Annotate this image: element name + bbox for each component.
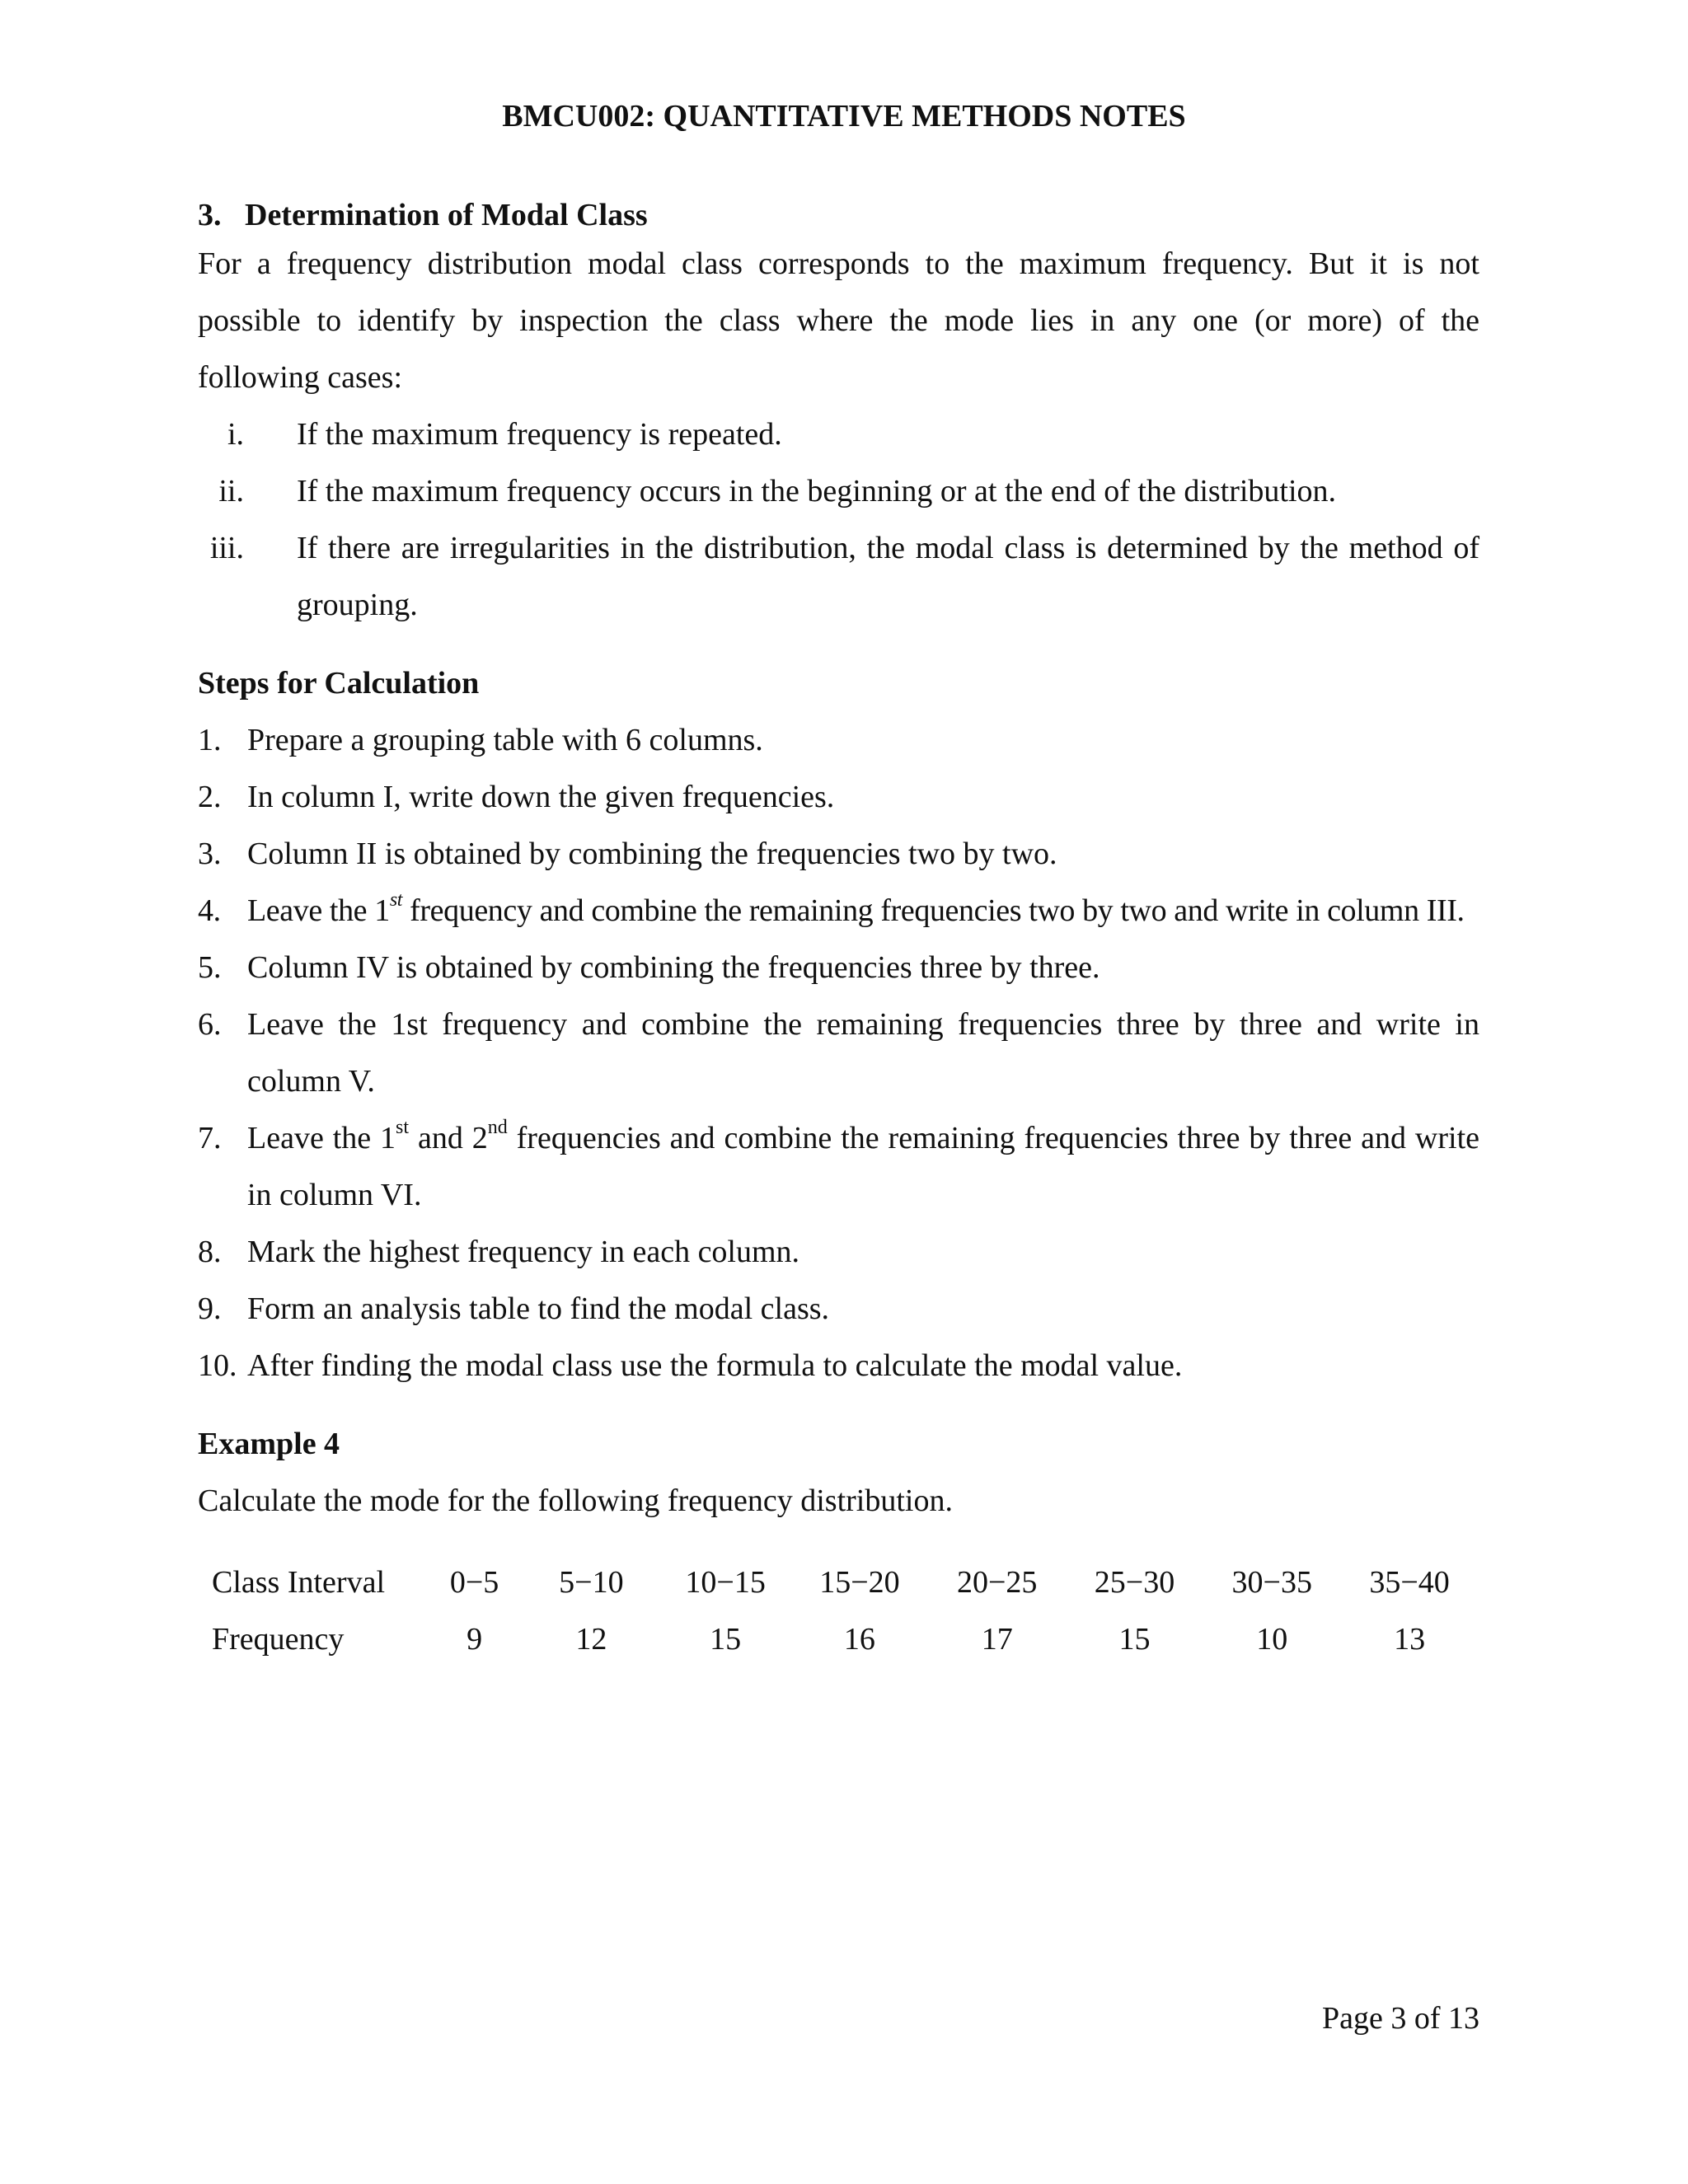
page-number: Page 3 of 13 <box>1321 2001 1479 2036</box>
list-item <box>198 940 1479 996</box>
page-content <box>198 194 1479 1668</box>
page-header: BMCU002: QUANTITATIVE METHODS NOTES <box>502 99 1186 134</box>
table-cell: 16 <box>843 1622 875 1657</box>
list-item <box>198 1110 1479 1224</box>
list-marker: ii. <box>218 474 244 509</box>
table-cell: 25−30 <box>1094 1565 1175 1600</box>
table-cell: 13 <box>1394 1622 1426 1657</box>
list-item <box>198 1224 1479 1281</box>
table-cell: 10 <box>1256 1622 1288 1657</box>
superscript: st <box>389 889 403 912</box>
list-item-text: Mark the highest frequency in each column. <box>247 1235 800 1269</box>
list-item <box>198 406 1479 463</box>
table-cell: 15−20 <box>819 1565 900 1600</box>
example-heading: Example 4 <box>198 1427 340 1461</box>
table-cell: 12 <box>575 1622 607 1657</box>
cases-list <box>198 406 1479 634</box>
table-row <box>212 1611 1479 1668</box>
list-marker: 4. <box>198 893 221 928</box>
list-item <box>198 769 1479 826</box>
list-item-text: In column I, write down the given frequencies. <box>247 780 835 814</box>
intro-paragraph <box>198 236 1479 406</box>
list-item <box>198 883 1479 940</box>
list-item-text: and 2 <box>409 1121 488 1155</box>
list-marker: 2. <box>198 780 222 814</box>
list-item-text: Column II is obtained by combining the frequencies two by two. <box>247 837 1057 871</box>
list-item-text: frequency and combine the remaining frequencies two by two and write in column III. <box>402 893 1465 928</box>
section-heading: 3. Determination of Modal Class <box>198 198 648 232</box>
table-cell: 9 <box>467 1622 483 1657</box>
table-cell: 30−35 <box>1231 1565 1312 1600</box>
superscript: nd <box>487 1117 508 1139</box>
list-item-text: After finding the modal class use the formula to calculate the modal value. <box>247 1348 1183 1383</box>
table-cell: 20−25 <box>956 1565 1038 1600</box>
list-item-text: If the maximum frequency occurs in the beginning or at the end of the distribution. <box>297 474 1337 509</box>
table-cell: 35−40 <box>1369 1565 1450 1600</box>
table-cell: 0−5 <box>449 1565 499 1600</box>
list-item <box>198 1338 1479 1394</box>
list-marker: 8. <box>198 1235 222 1269</box>
list-item-text: Column IV is obtained by combining the frequencies three by three. <box>247 950 1100 985</box>
table-cell: 17 <box>981 1622 1013 1657</box>
example-prompt: Calculate the mode for the following frequency distribution. <box>198 1483 953 1518</box>
list-marker: 1. <box>198 723 222 757</box>
table-row-label: Class Interval <box>212 1565 386 1600</box>
list-item-text: Prepare a grouping table with 6 columns. <box>247 723 763 757</box>
intro-line: following cases: <box>198 360 403 395</box>
steps-heading: Steps for Calculation <box>198 666 480 701</box>
list-marker: i. <box>227 417 244 452</box>
list-item-text: Leave the 1 <box>247 1121 396 1155</box>
list-item-text: Leave the 1 <box>247 893 390 928</box>
table-cell: 10−15 <box>685 1565 766 1600</box>
list-item-text: If there are irregularities in the distribution, the modal class is determined by the method of grouping. <box>297 531 1479 622</box>
list-marker: 10. <box>198 1348 237 1383</box>
list-item <box>198 826 1479 883</box>
superscript: st <box>396 1117 410 1139</box>
list-marker: 7. <box>198 1121 222 1155</box>
list-item <box>198 520 1479 634</box>
list-marker: 9. <box>198 1291 222 1326</box>
table-cell: 15 <box>1118 1622 1151 1657</box>
steps-list <box>198 712 1479 1394</box>
frequency-table <box>212 1554 1479 1668</box>
list-item <box>198 463 1479 520</box>
list-marker: 5. <box>198 950 222 985</box>
intro-line: possible to identify by inspection the class where the mode lies in any one (or more) of the <box>198 303 1479 338</box>
list-marker: 6. <box>198 1007 222 1042</box>
table-row <box>212 1554 1479 1611</box>
list-item <box>198 712 1479 769</box>
intro-line: For a frequency distribution modal class corresponds to the maximum frequency. But it is not <box>198 246 1479 281</box>
table-cell: 5−10 <box>559 1565 624 1600</box>
list-item <box>198 996 1479 1110</box>
list-item-text: If the maximum frequency is repeated. <box>297 417 782 452</box>
table-cell: 15 <box>710 1622 742 1657</box>
list-item-text: frequencies and combine the remaining frequencies three by three and write in column VI. <box>247 1121 1479 1212</box>
list-marker: 3. <box>198 837 222 871</box>
list-item-text: Leave the 1st frequency and combine the remaining frequencies three by three and write in column V. <box>247 1007 1479 1099</box>
table-row-label: Frequency <box>212 1622 345 1657</box>
list-item-text: Form an analysis table to find the modal class. <box>247 1291 830 1326</box>
list-marker: iii. <box>209 531 244 565</box>
list-item <box>198 1281 1479 1338</box>
